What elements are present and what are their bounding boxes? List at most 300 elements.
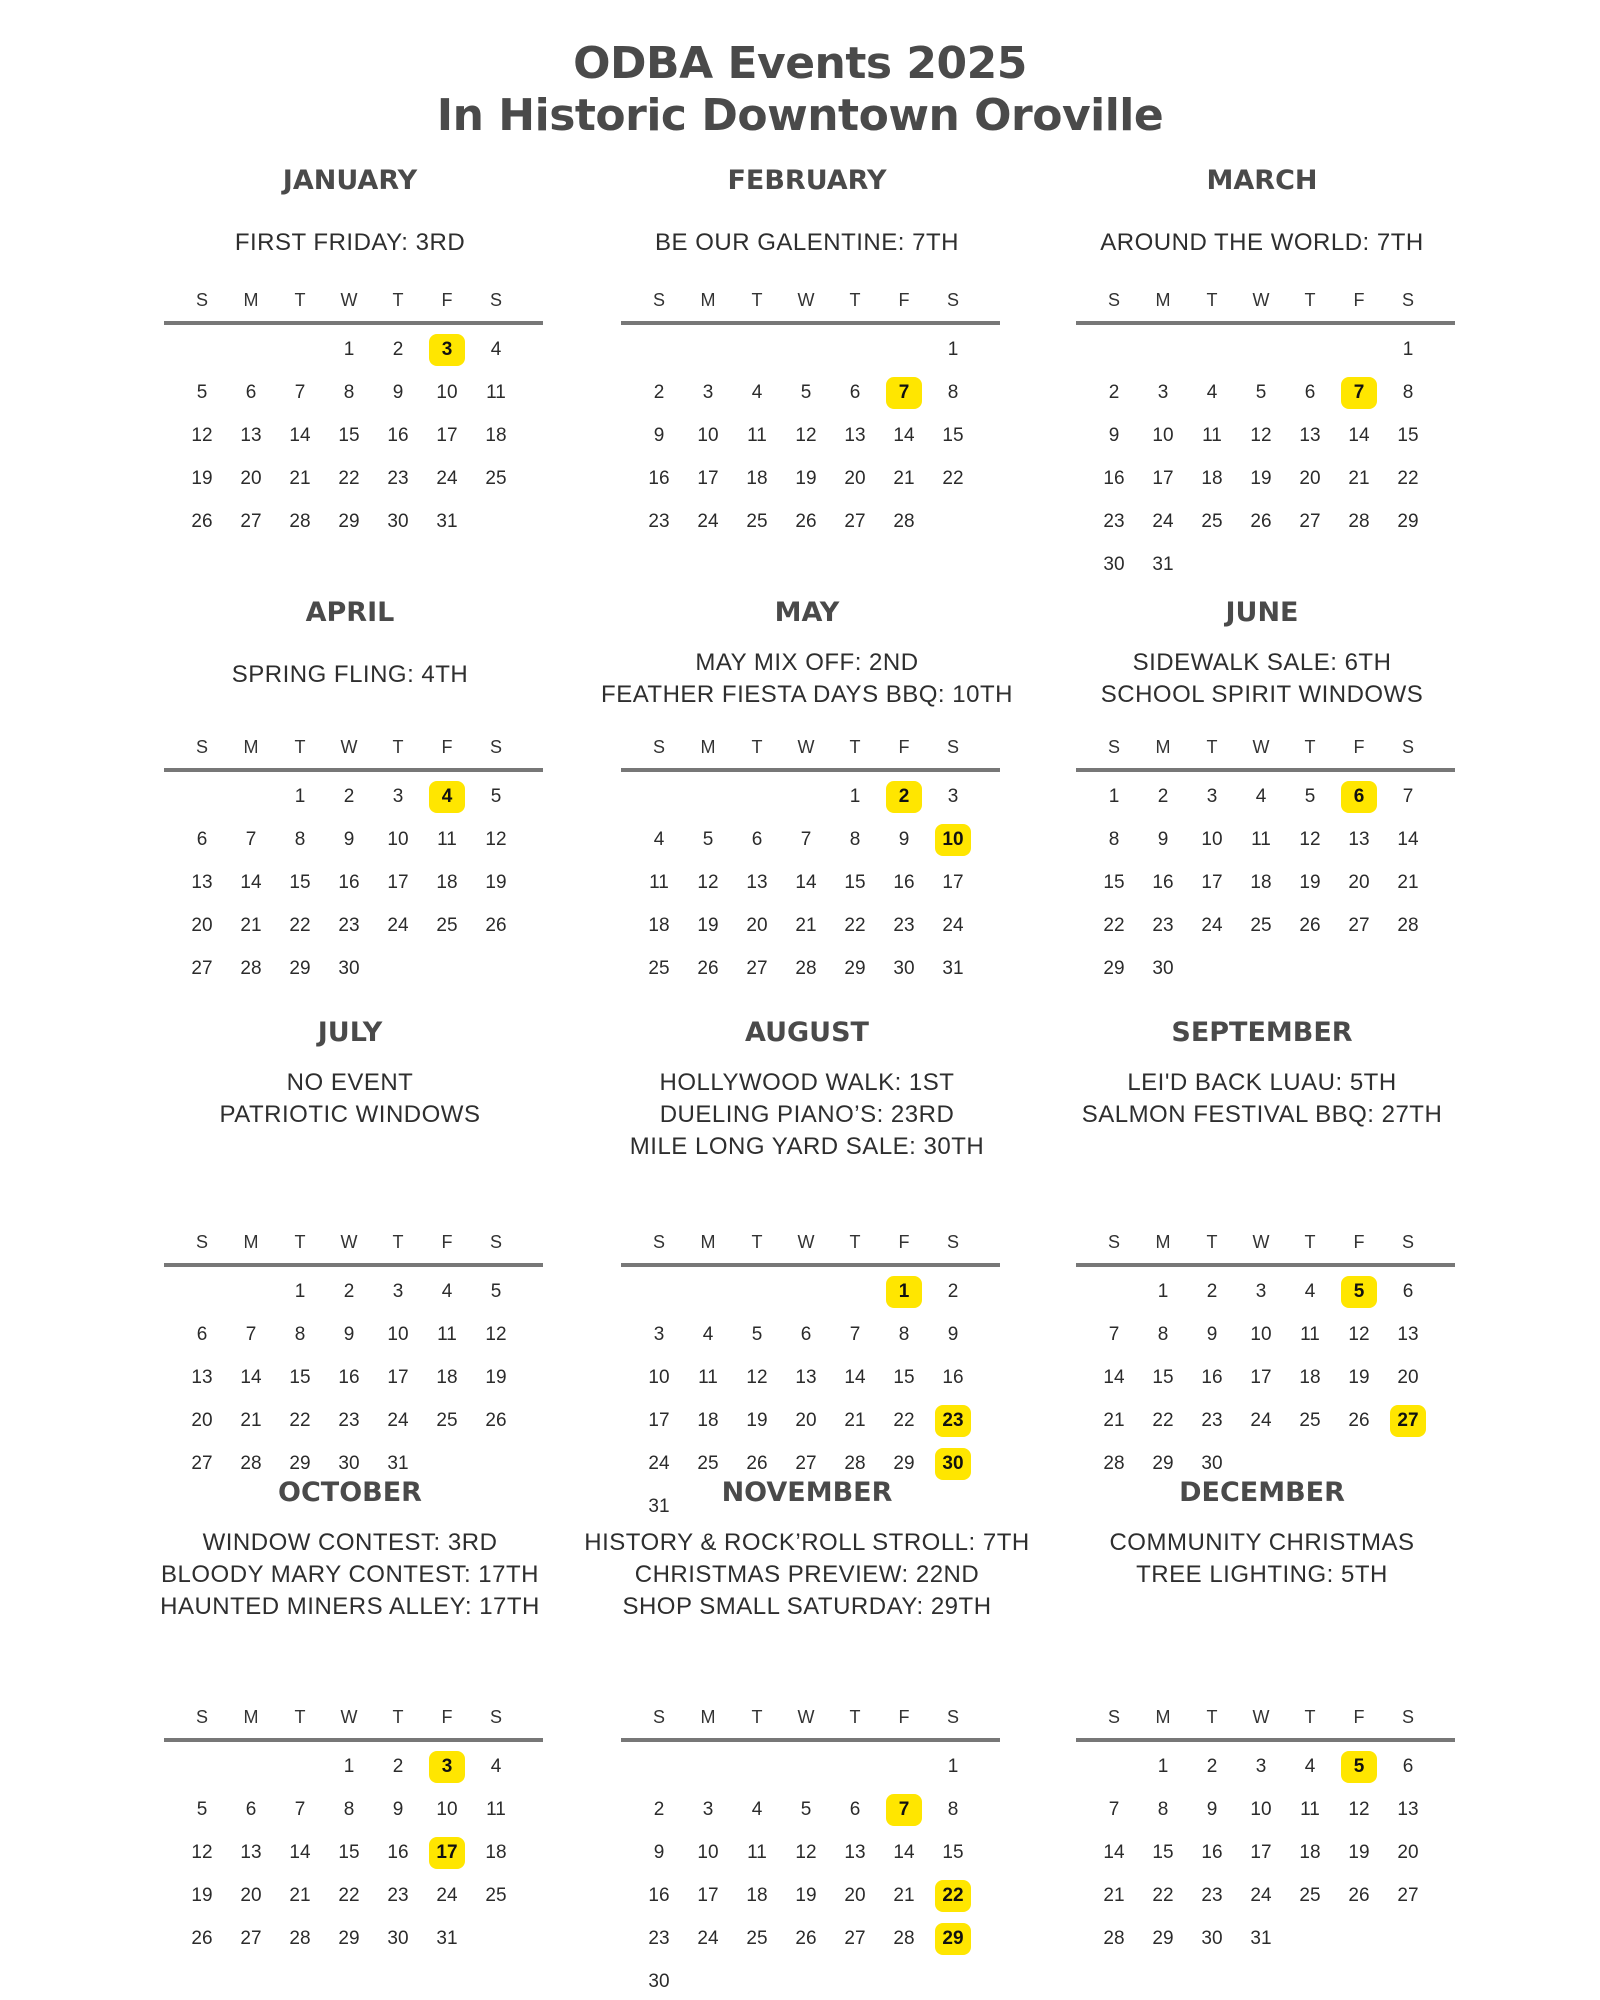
calendar-day: 12 bbox=[697, 872, 719, 893]
weekday-label: W bbox=[1252, 1232, 1270, 1252]
calendar-day: 14 bbox=[844, 1367, 866, 1388]
calendar-day: 14 bbox=[289, 1842, 311, 1863]
event-day: 5 bbox=[1341, 1276, 1377, 1308]
calendar-day: 5 bbox=[1255, 382, 1267, 403]
calendar-day: 11 bbox=[747, 425, 767, 446]
calendar-day: 17 bbox=[1250, 1842, 1272, 1863]
calendar-day: 25 bbox=[485, 468, 507, 489]
weekday-label: M bbox=[243, 1232, 259, 1252]
calendar-day: 25 bbox=[485, 1885, 507, 1906]
calendar-day: 24 bbox=[697, 511, 719, 532]
calendar-day: 6 bbox=[196, 829, 208, 850]
weekday-label: S bbox=[652, 737, 665, 757]
weekday-label: W bbox=[797, 737, 815, 757]
calendar-day: 15 bbox=[289, 872, 311, 893]
calendar-day: 19 bbox=[795, 468, 817, 489]
month-events bbox=[1022, 1067, 1502, 1131]
weekday-label: T bbox=[392, 1232, 404, 1252]
weekday-label: F bbox=[441, 737, 453, 757]
event-text: COMMUNITY CHRISTMAS bbox=[1109, 1529, 1415, 1556]
calendar-day: 31 bbox=[436, 511, 458, 532]
calendar-day: 10 bbox=[697, 425, 719, 446]
calendar-day: 14 bbox=[893, 1842, 915, 1863]
weekday-label: T bbox=[849, 1232, 861, 1252]
calendar-day: 4 bbox=[441, 1281, 453, 1302]
calendar-day: 2 bbox=[1206, 1281, 1218, 1302]
event-day: 30 bbox=[935, 1448, 971, 1480]
weekday-label: W bbox=[797, 1232, 815, 1252]
calendar-day: 3 bbox=[1157, 382, 1169, 403]
calendar-day: 13 bbox=[191, 1367, 213, 1388]
calendar-day: 16 bbox=[338, 1367, 360, 1388]
event-day: 2 bbox=[886, 781, 922, 813]
calendar-day: 14 bbox=[1397, 829, 1419, 850]
calendar-day: 22 bbox=[893, 1410, 915, 1431]
header-rule bbox=[621, 768, 1000, 772]
calendar-day: 31 bbox=[648, 1496, 670, 1517]
event-text: SHOP SMALL SATURDAY: 29TH bbox=[622, 1593, 992, 1620]
month-name: JULY bbox=[317, 1017, 383, 1048]
calendar-day: 23 bbox=[1201, 1410, 1223, 1431]
calendar-day: 5 bbox=[196, 382, 208, 403]
event-text: HAUNTED MINERS ALLEY: 17TH bbox=[160, 1593, 540, 1620]
weekday-label: F bbox=[898, 290, 910, 310]
calendar-day: 11 bbox=[649, 872, 669, 893]
calendar-day: 18 bbox=[1299, 1367, 1321, 1388]
calendar-day: 15 bbox=[338, 1842, 360, 1863]
calendar-day: 19 bbox=[697, 915, 719, 936]
calendar-day: 30 bbox=[387, 1928, 409, 1949]
weekday-label: T bbox=[392, 1707, 404, 1727]
weekday-label: T bbox=[849, 737, 861, 757]
weekday-label: S bbox=[652, 1232, 665, 1252]
calendar-day: 12 bbox=[191, 1842, 213, 1863]
calendar-day: 30 bbox=[1201, 1928, 1223, 1949]
calendar-day: 28 bbox=[240, 1453, 262, 1474]
calendar-day: 16 bbox=[338, 872, 360, 893]
weekday-label: S bbox=[195, 290, 208, 310]
weekday-label: F bbox=[1353, 290, 1365, 310]
calendar-day: 14 bbox=[795, 872, 817, 893]
calendar-day: 2 bbox=[1108, 382, 1120, 403]
calendar-day: 5 bbox=[196, 1799, 208, 1820]
calendar-day: 5 bbox=[800, 382, 812, 403]
calendar-day: 28 bbox=[795, 958, 817, 979]
calendar-day: 8 bbox=[294, 829, 306, 850]
weekday-label: S bbox=[946, 290, 959, 310]
weekday-label: T bbox=[1304, 737, 1316, 757]
header-rule bbox=[164, 768, 543, 772]
month-events bbox=[1022, 227, 1502, 259]
header-rule bbox=[1076, 321, 1455, 325]
weekday-label: T bbox=[751, 1232, 763, 1252]
weekday-label: T bbox=[1304, 1707, 1316, 1727]
calendar-day: 10 bbox=[436, 382, 458, 403]
weekday-label: M bbox=[1155, 1707, 1171, 1727]
calendar-day: 27 bbox=[844, 1928, 866, 1949]
weekday-label: S bbox=[489, 1232, 502, 1252]
event-text: BLOODY MARY CONTEST: 17TH bbox=[161, 1561, 539, 1588]
calendar-day: 10 bbox=[1250, 1324, 1272, 1345]
event-text: WINDOW CONTEST: 3RD bbox=[202, 1529, 498, 1556]
calendar-day: 4 bbox=[653, 829, 665, 850]
calendar-day: 9 bbox=[343, 1324, 355, 1345]
calendar-day: 1 bbox=[1402, 339, 1414, 360]
calendar-day: 7 bbox=[800, 829, 812, 850]
calendar-day: 5 bbox=[751, 1324, 763, 1345]
calendar-day: 20 bbox=[1397, 1842, 1419, 1863]
calendar-day: 3 bbox=[392, 1281, 404, 1302]
calendar-day: 9 bbox=[392, 1799, 404, 1820]
weekday-label: T bbox=[294, 1707, 306, 1727]
event-text: HISTORY & ROCK’ROLL STROLL: 7TH bbox=[584, 1529, 1030, 1556]
calendar-day: 8 bbox=[343, 1799, 355, 1820]
weekday-label: F bbox=[1353, 1707, 1365, 1727]
calendar-day: 21 bbox=[795, 915, 817, 936]
calendar-day: 17 bbox=[942, 872, 964, 893]
month-name: MARCH bbox=[1206, 165, 1318, 196]
calendar-day: 12 bbox=[1299, 829, 1321, 850]
month-events bbox=[110, 1067, 590, 1131]
calendar-day: 29 bbox=[1103, 958, 1125, 979]
calendar-day: 15 bbox=[1103, 872, 1125, 893]
calendar-day: 28 bbox=[893, 511, 915, 532]
calendar-day: 25 bbox=[746, 511, 768, 532]
calendar-day: 31 bbox=[387, 1453, 409, 1474]
event-text: SALMON FESTIVAL BBQ: 27TH bbox=[1081, 1101, 1443, 1128]
event-text: FEATHER FIESTA DAYS BBQ: 10TH bbox=[601, 681, 1013, 708]
calendar-day: 9 bbox=[1206, 1799, 1218, 1820]
calendar-day: 22 bbox=[1152, 1410, 1174, 1431]
calendar-day: 16 bbox=[1103, 468, 1125, 489]
calendar-day: 27 bbox=[191, 1453, 213, 1474]
calendar-day: 16 bbox=[648, 468, 670, 489]
event-text: AROUND THE WORLD: 7TH bbox=[1100, 229, 1424, 256]
calendar-day: 28 bbox=[844, 1453, 866, 1474]
weekday-label: M bbox=[700, 290, 716, 310]
header-rule bbox=[164, 1738, 543, 1742]
calendar-day: 16 bbox=[942, 1367, 964, 1388]
calendar-day: 21 bbox=[1103, 1885, 1125, 1906]
weekday-label: T bbox=[849, 290, 861, 310]
calendar-day: 23 bbox=[387, 1885, 409, 1906]
calendar-day: 21 bbox=[844, 1410, 866, 1431]
calendar-day: 24 bbox=[436, 1885, 458, 1906]
calendar-day: 18 bbox=[436, 872, 458, 893]
event-text: NO EVENT bbox=[286, 1069, 414, 1096]
calendar-day: 10 bbox=[697, 1842, 719, 1863]
weekday-label: M bbox=[243, 290, 259, 310]
calendar-day: 15 bbox=[942, 1842, 964, 1863]
calendar-day: 6 bbox=[1304, 382, 1316, 403]
event-day: 23 bbox=[935, 1405, 971, 1437]
event-text: MAY MIX OFF: 2ND bbox=[695, 649, 919, 676]
month-name: DECEMBER bbox=[1179, 1477, 1345, 1508]
calendar-day: 8 bbox=[1108, 829, 1120, 850]
calendar-day: 29 bbox=[893, 1453, 915, 1474]
event-day: 5 bbox=[1341, 1751, 1377, 1783]
calendar-day: 1 bbox=[1157, 1281, 1169, 1302]
weekday-label: T bbox=[1206, 290, 1218, 310]
weekday-label: T bbox=[1206, 1232, 1218, 1252]
calendar-day: 27 bbox=[240, 1928, 262, 1949]
weekday-label: F bbox=[898, 737, 910, 757]
calendar-day: 21 bbox=[893, 1885, 915, 1906]
calendar-day: 27 bbox=[1397, 1885, 1419, 1906]
calendar-day: 11 bbox=[437, 1324, 457, 1345]
calendar-day: 9 bbox=[1157, 829, 1169, 850]
weekday-label: T bbox=[1304, 1232, 1316, 1252]
calendar-day: 13 bbox=[1299, 425, 1321, 446]
calendar-day: 20 bbox=[746, 915, 768, 936]
month-events bbox=[110, 1527, 590, 1623]
month-name: JANUARY bbox=[282, 165, 418, 196]
calendar-day: 19 bbox=[485, 1367, 507, 1388]
calendar-day: 23 bbox=[648, 511, 670, 532]
calendar-day: 12 bbox=[746, 1367, 768, 1388]
calendar-day: 4 bbox=[490, 1756, 502, 1777]
calendar-day: 17 bbox=[387, 872, 409, 893]
calendar-day: 11 bbox=[486, 1799, 506, 1820]
calendar-day: 14 bbox=[240, 1367, 262, 1388]
calendar-day: 21 bbox=[893, 468, 915, 489]
calendar-day: 29 bbox=[844, 958, 866, 979]
calendar-day: 26 bbox=[795, 1928, 817, 1949]
calendar-day: 28 bbox=[1397, 915, 1419, 936]
month-events bbox=[567, 227, 1047, 259]
month-events bbox=[1022, 1527, 1502, 1591]
calendar-day: 16 bbox=[387, 425, 409, 446]
event-day: 3 bbox=[429, 334, 465, 366]
weekday-label: S bbox=[1401, 737, 1414, 757]
calendar-day: 8 bbox=[1157, 1324, 1169, 1345]
calendar-day: 10 bbox=[387, 829, 409, 850]
calendar-day: 9 bbox=[653, 1842, 665, 1863]
weekday-label: S bbox=[946, 1707, 959, 1727]
event-text: HOLLYWOOD WALK: 1ST bbox=[659, 1069, 955, 1096]
calendar-day: 23 bbox=[648, 1928, 670, 1949]
calendar-day: 6 bbox=[800, 1324, 812, 1345]
calendar-day: 1 bbox=[294, 1281, 306, 1302]
calendar-day: 28 bbox=[1103, 1928, 1125, 1949]
event-text: TREE LIGHTING: 5TH bbox=[1136, 1561, 1388, 1588]
event-day: 4 bbox=[429, 781, 465, 813]
calendar-day: 20 bbox=[1299, 468, 1321, 489]
weekday-label: F bbox=[441, 290, 453, 310]
calendar-day: 18 bbox=[1201, 468, 1223, 489]
weekday-label: S bbox=[652, 1707, 665, 1727]
weekday-label: S bbox=[946, 737, 959, 757]
calendar-day: 17 bbox=[387, 1367, 409, 1388]
calendar-day: 24 bbox=[1201, 915, 1223, 936]
calendar-day: 20 bbox=[240, 468, 262, 489]
calendar-day: 17 bbox=[648, 1410, 670, 1431]
calendar-day: 14 bbox=[1103, 1367, 1125, 1388]
calendar-day: 15 bbox=[289, 1367, 311, 1388]
calendar-day: 20 bbox=[844, 468, 866, 489]
calendar-day: 20 bbox=[191, 1410, 213, 1431]
calendar-day: 7 bbox=[849, 1324, 861, 1345]
calendar-day: 10 bbox=[648, 1367, 670, 1388]
calendar-day: 18 bbox=[485, 1842, 507, 1863]
weekday-label: W bbox=[1252, 1707, 1270, 1727]
weekday-label: W bbox=[340, 737, 358, 757]
calendar-day: 17 bbox=[1152, 468, 1174, 489]
header-rule bbox=[164, 1263, 543, 1267]
calendar-day: 15 bbox=[1152, 1842, 1174, 1863]
calendar-day: 19 bbox=[1348, 1367, 1370, 1388]
calendar-day: 21 bbox=[1103, 1410, 1125, 1431]
calendar-day: 20 bbox=[844, 1885, 866, 1906]
calendar-day: 31 bbox=[1250, 1928, 1272, 1949]
calendar-day: 7 bbox=[294, 1799, 306, 1820]
event-day: 27 bbox=[1390, 1405, 1426, 1437]
calendar-day: 1 bbox=[947, 339, 959, 360]
calendar-day: 6 bbox=[196, 1324, 208, 1345]
calendar-day: 16 bbox=[1201, 1842, 1223, 1863]
calendar-day: 23 bbox=[893, 915, 915, 936]
calendar-day: 16 bbox=[893, 872, 915, 893]
calendar-day: 12 bbox=[1348, 1324, 1370, 1345]
calendar-day: 9 bbox=[947, 1324, 959, 1345]
calendar-day: 3 bbox=[702, 1799, 714, 1820]
calendar-day: 26 bbox=[1299, 915, 1321, 936]
weekday-label: W bbox=[340, 290, 358, 310]
calendar-day: 22 bbox=[942, 468, 964, 489]
calendar-day: 29 bbox=[1397, 511, 1419, 532]
calendar-day: 1 bbox=[294, 786, 306, 807]
calendar-day: 26 bbox=[1250, 511, 1272, 532]
event-day: 7 bbox=[886, 1794, 922, 1826]
weekday-label: F bbox=[1353, 1232, 1365, 1252]
calendar-day: 28 bbox=[1103, 1453, 1125, 1474]
calendar-day: 9 bbox=[392, 382, 404, 403]
calendar-day: 4 bbox=[1304, 1281, 1316, 1302]
calendar-day: 1 bbox=[947, 1756, 959, 1777]
calendar-day: 15 bbox=[844, 872, 866, 893]
calendar-day: 12 bbox=[485, 1324, 507, 1345]
weekday-label: M bbox=[1155, 737, 1171, 757]
calendar-day: 13 bbox=[1397, 1799, 1419, 1820]
weekday-label: S bbox=[1107, 737, 1120, 757]
calendar-day: 1 bbox=[1157, 1756, 1169, 1777]
calendar-day: 5 bbox=[702, 829, 714, 850]
weekday-label: T bbox=[751, 1707, 763, 1727]
weekday-label: S bbox=[1107, 290, 1120, 310]
calendar-day: 6 bbox=[245, 1799, 257, 1820]
calendar-day: 8 bbox=[1402, 382, 1414, 403]
calendar-day: 13 bbox=[844, 1842, 866, 1863]
month-name: APRIL bbox=[305, 597, 395, 628]
calendar-day: 30 bbox=[1152, 958, 1174, 979]
calendar-day: 4 bbox=[1206, 382, 1218, 403]
calendar-day: 6 bbox=[751, 829, 763, 850]
calendar-day: 31 bbox=[942, 958, 964, 979]
calendar-day: 12 bbox=[795, 425, 817, 446]
month-events bbox=[110, 227, 590, 259]
calendar-day: 23 bbox=[338, 915, 360, 936]
calendar-day: 21 bbox=[240, 1410, 262, 1431]
calendar-day: 26 bbox=[1348, 1410, 1370, 1431]
calendar-day: 24 bbox=[1250, 1410, 1272, 1431]
event-text: SIDEWALK SALE: 6TH bbox=[1132, 649, 1392, 676]
weekday-label: M bbox=[700, 1707, 716, 1727]
calendar-day: 26 bbox=[191, 1928, 213, 1949]
calendar-day: 14 bbox=[1348, 425, 1370, 446]
month-events bbox=[567, 1067, 1047, 1163]
calendar-day: 23 bbox=[1103, 511, 1125, 532]
calendar-day: 5 bbox=[490, 786, 502, 807]
month-name: NOVEMBER bbox=[721, 1477, 893, 1508]
calendar-day: 10 bbox=[1201, 829, 1223, 850]
calendar-day: 22 bbox=[338, 1885, 360, 1906]
month-name: JUNE bbox=[1225, 597, 1299, 628]
calendar-day: 8 bbox=[343, 382, 355, 403]
calendar-day: 11 bbox=[437, 829, 457, 850]
weekday-label: M bbox=[243, 1707, 259, 1727]
weekday-label: S bbox=[1401, 1232, 1414, 1252]
calendar-day: 22 bbox=[338, 468, 360, 489]
weekday-label: W bbox=[340, 1232, 358, 1252]
calendar-day: 15 bbox=[338, 425, 360, 446]
calendar-day: 14 bbox=[1103, 1842, 1125, 1863]
calendar-day: 3 bbox=[1255, 1756, 1267, 1777]
calendar-day: 28 bbox=[1348, 511, 1370, 532]
weekday-label: S bbox=[652, 290, 665, 310]
calendar-day: 4 bbox=[1304, 1756, 1316, 1777]
weekday-label: F bbox=[1353, 737, 1365, 757]
calendar-day: 3 bbox=[653, 1324, 665, 1345]
calendar-day: 30 bbox=[1103, 554, 1125, 575]
calendar-day: 15 bbox=[1397, 425, 1419, 446]
calendar-day: 11 bbox=[1300, 1324, 1320, 1345]
calendar-day: 4 bbox=[490, 339, 502, 360]
calendar-day: 16 bbox=[387, 1842, 409, 1863]
calendar-day: 6 bbox=[849, 382, 861, 403]
calendar-day: 8 bbox=[947, 382, 959, 403]
calendar-day: 25 bbox=[746, 1928, 768, 1949]
calendar-day: 22 bbox=[844, 915, 866, 936]
calendar-day: 24 bbox=[697, 1928, 719, 1949]
weekday-label: T bbox=[1206, 1707, 1218, 1727]
calendar-day: 13 bbox=[795, 1367, 817, 1388]
calendar-day: 22 bbox=[1397, 468, 1419, 489]
month-events bbox=[110, 659, 590, 691]
calendar-day: 17 bbox=[1201, 872, 1223, 893]
weekday-label: T bbox=[849, 1707, 861, 1727]
calendar-day: 28 bbox=[240, 958, 262, 979]
calendar-day: 3 bbox=[947, 786, 959, 807]
calendar-day: 31 bbox=[436, 1928, 458, 1949]
calendar-day: 24 bbox=[387, 1410, 409, 1431]
calendar-day: 23 bbox=[338, 1410, 360, 1431]
weekday-label: T bbox=[392, 290, 404, 310]
calendar-day: 20 bbox=[1348, 872, 1370, 893]
calendar-day: 21 bbox=[289, 468, 311, 489]
calendar-day: 21 bbox=[289, 1885, 311, 1906]
calendar-day: 2 bbox=[947, 1281, 959, 1302]
calendar-day: 24 bbox=[387, 915, 409, 936]
calendar-day: 28 bbox=[289, 511, 311, 532]
header-rule bbox=[1076, 1263, 1455, 1267]
calendar-day: 15 bbox=[942, 425, 964, 446]
calendar-day: 29 bbox=[1152, 1928, 1174, 1949]
calendar-day: 25 bbox=[697, 1453, 719, 1474]
calendar-day: 13 bbox=[1348, 829, 1370, 850]
month-name: OCTOBER bbox=[278, 1477, 422, 1508]
weekday-label: S bbox=[489, 290, 502, 310]
weekday-label: S bbox=[1107, 1232, 1120, 1252]
